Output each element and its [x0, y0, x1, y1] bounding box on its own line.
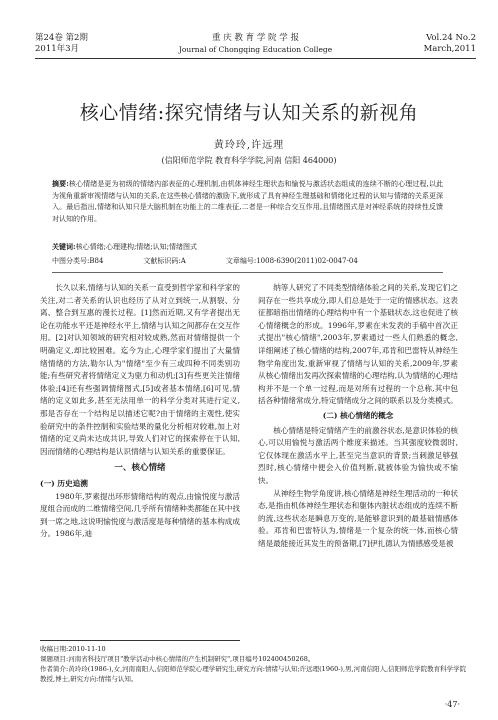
author-info: 作者简介:黄玲玲(1986-),女,河南南阳人,信阳师范学院心理学研究生,研究方向:情绪与认知;许远理(1960-),男,河南信阳人,信阳师范学院教育科学学院教授,博士,研究方向:情绪与认知。 — [40, 665, 467, 683]
article-number: 文章编号:1008-6390(2011)02-0047-04 — [225, 257, 358, 265]
abstract-label: 摘要: — [52, 179, 69, 188]
left-paragraph-2: 1980年,罗素提出环形情绪结构的观点,由愉悦度与激活度组合而成的二维情绪空间,几乎所有情绪种类都能在其中找到一席之地,这说明愉悦度与激活度是每种情绪的基本构成成分。1986年,迪 — [40, 491, 240, 539]
header-rule — [35, 58, 476, 59]
journal-en: Journal of Chongqing Education College — [178, 45, 333, 54]
paper-title: 核心情绪:探究情绪与认知关系的新视角 — [79, 102, 419, 124]
journal-cn: 重 庆 教 育 学 院 学 报 — [212, 33, 299, 43]
footnote-rule — [40, 640, 240, 641]
doc-code: 文献标识码:A — [143, 257, 186, 265]
keywords-text: 核心情绪;心理建构;情绪;认知;情绪图式 — [75, 243, 198, 251]
date-en: March,2011 — [423, 44, 476, 54]
keywords — [52, 242, 443, 252]
subsection-heading-1: (一) 历史追溯 — [40, 478, 88, 488]
abstract-rule — [52, 272, 443, 273]
classification-meta — [52, 256, 443, 266]
abstract-text: 核心情绪是更为初级的情绪内部表征的心理机制,由机体神经生理状态和愉悦与激活状态组成的连续不断的心理过程,以此为视角重新审视情绪与认知的关系,在这些核心情绪的激励下,就形成了具有神经生理基础和情绪化过程的认知与情绪的关系更深入。最后指出,情绪和认知只是大脑机制在功能上的二维表征,二者是一种综合交互作用,且情绪图式是对神经系统的持续性反馈对认知的作用。 — [52, 180, 443, 223]
volume-en: Vol.24 No.2 — [426, 33, 476, 43]
page-number: ·47· — [444, 700, 460, 709]
date-cn: 2011年3月 — [35, 44, 80, 54]
right-paragraph-1: 纳等人研究了不同类型情绪体验之间的关系,发现它们之间存在一些共享成分,即人们总是处于一定的情感状态。这表征都暗指出情绪的心理结构中有一个基础状态,这也促进了核心情绪概念的形成。1996年,罗素在未发表的手稿中首次正式提出"核心情绪",2003年,罗素通过一些人们熟悉的概念,详细阐述了核心情绪的结构,2007年,邓肯和巴雷特从神经生物学角度出发,重新审视了情绪与认知的关系,2009年,罗素从核心情绪出发再次探索情绪的心理结构,认为情绪的心理结构并不是一个单一过程,而是对所有过程的一个总称,其中包括各种情绪常成分,特定情绪成分之间的联系以及分类模式。 — [258, 283, 458, 406]
right-paragraph-2: 核心情绪是特定情绪产生的前激谷状态,是意识体验的核心,可以用愉悦与激活两个维度来描述。当其强度较微弱时,它仅体现在激活水平上,甚至完当意识的背景;当刺激足够强烈时,核心情绪中便会入价值判断,就被体验为愉快或不愉快。 — [258, 425, 458, 485]
running-header — [35, 33, 476, 55]
abstract — [52, 178, 443, 225]
clc-number: 中图分类号:B84 — [52, 257, 104, 265]
subsection-heading-2: (二) 核心情绪的概念 — [322, 410, 394, 420]
footnote — [40, 640, 468, 684]
affiliation: (信阳师范学院 教育科学学院,河南 信阳 464000) — [161, 156, 337, 165]
left-column — [40, 282, 240, 541]
keywords-label: 关键词: — [52, 242, 76, 251]
project-info: 课题项目:河南省科技厅项目"教学活动中核心情绪的产生机制研究",项目编号102400450268。 — [40, 655, 315, 663]
section-heading-1: 一、核心情绪 — [114, 463, 166, 474]
right-column — [258, 282, 458, 550]
volume-cn: 第24卷 第2期 — [35, 33, 88, 43]
right-paragraph-3: 从神经生物学角度讲,核心情绪是神经生理活动的一种状态,是指由机体神经生理状态和躯体内脏状态组成的连续不断的流,这些状态是瞬息万变的,是能够意识到的最基础情感体验。邓肯和巴雷特认为,情绪是一个复杂的统一体,而核心情绪是最能接近其发生的预备期,[7]伊扎德认为情感感受是被 — [258, 488, 458, 548]
authors: 黄玲玲,许远理 — [213, 140, 285, 151]
left-paragraph-1: 长久以来,情绪与认知的关系一直受到哲学家和科学家的关注,对二者关系的认识也经历了从对立到统一,从割裂、分离、整合到互惠的漫长过程。[1]然而近期,又有学者提出无论在功能水平还是神经水平上,情绪与认知之间都存在交互作用。[2]对认知领域的研究相对较成熟,然而对情绪提供一个明确定义,却比较困难。迄今为止,心理学家们提出了大量情绪情绪的方法,勒尔认为"情绪"至少有三或四种不同类别功能;有些研究者将情绪定义为驱力和动机;[3]有些更关注情绪体验;[4]还有些强调情绪图式,[5]或者基本情绪,[6]可见,情绪的定义如此多,甚至无法用单一的科学分类对其进行定义,那是否存在一个结构足以描述它呢?由于情绪的主观性,使实验研究中的条件控制和实验结果的量化分析相对较难,加上对情绪的定义尚未达成共识,导致人们对它的探索停在于认知,因而情绪的心理结构是认识情绪与认知关系的重要保证。 — [40, 283, 240, 456]
received-date: 收稿日期:2010-11-10 — [40, 645, 106, 653]
